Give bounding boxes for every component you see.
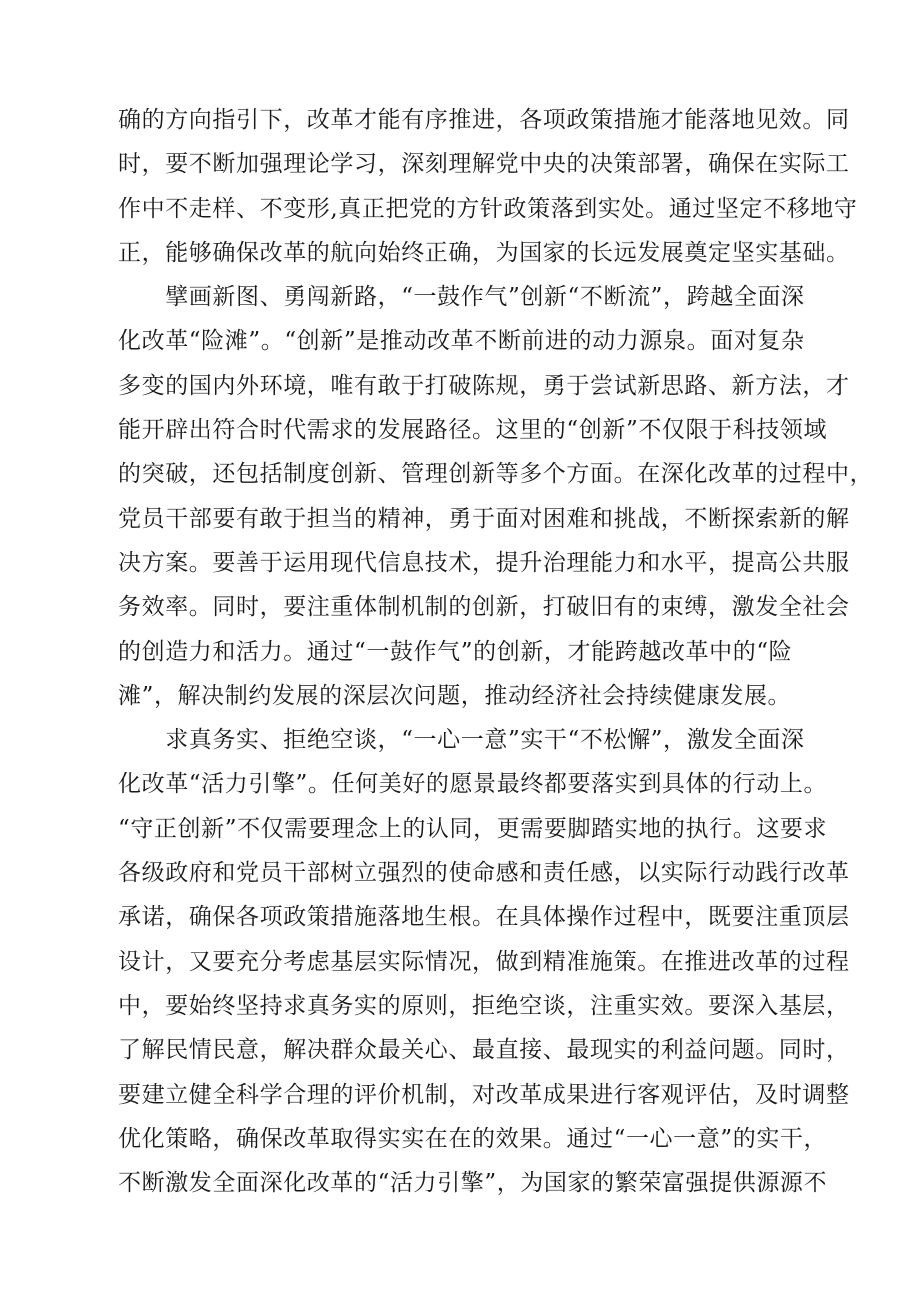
- text-line: 擘画新图、勇闯新路，“一鼓作气”创新“不断流”，跨越全面深: [118, 284, 805, 311]
- text-line: 中，要始终坚持求真务实的原则，拒绝空谈，注重实效。要深入基层，: [118, 992, 850, 1019]
- text-line: 的突破，还包括制度创新、管理创新等多个方面。在深化改革的过程中，: [118, 461, 874, 488]
- text-line: 时，要不断加强理论学习，深刻理解党中央的决策部署，确保在实际工: [118, 151, 850, 178]
- text-line: 了解民情民意，解决群众最关心、最直接、最现实的利益问题。同时，: [118, 1037, 850, 1064]
- text-line: 多变的国内外环境，唯有敢于打破陈规，勇于尝试新思路、新方法，才: [118, 372, 850, 399]
- text-line: 承诺，确保各项政策措施落地生根。在具体操作过程中，既要注重顶层: [118, 904, 850, 931]
- text-line: 确的方向指引下，改革才能有序推进，各项政策措施才能落地见效。同: [118, 107, 850, 133]
- text-line: 正，能够确保改革的航向始终正确，为国家的长远发展奠定坚实基础。: [118, 239, 850, 266]
- text-line: 决方案。要善于运用现代信息技术，提升治理能力和水平，提高公共服: [118, 549, 850, 576]
- text-line: 的创造力和活力。通过“一鼓作气”的创新，才能跨越改革中的“险: [118, 638, 793, 665]
- text-line: 化改革“险滩”。“创新”是推动改革不断前进的动力源泉。面对复杂: [118, 328, 805, 355]
- text-line: 优化策略，确保改革取得实实在在的效果。通过“一心一意”的实干，: [118, 1125, 828, 1152]
- body-text: [118, 98, 874, 1205]
- text-line: 不断激发全面深化改革的“活力引擎”，为国家的繁荣富强提供源源不: [118, 1170, 828, 1197]
- text-line: 各级政府和党员干部树立强烈的使命感和责任感，以实际行动践行改革: [118, 860, 850, 887]
- text-line: 能开辟出符合时代需求的发展路径。这里的“创新”不仅限于科技领域: [118, 417, 828, 444]
- text-line: “守正创新”不仅需要理念上的认同，更需要脚踏实地的执行。这要求: [118, 815, 828, 842]
- text-line: 务效率。同时，要注重体制机制的创新，打破旧有的束缚，激发全社会: [118, 594, 850, 621]
- text-line: 求真务实、拒绝空谈，“一心一意”实干“不松懈”，激发全面深: [118, 727, 805, 754]
- text-line: 党员干部要有敢于担当的精神，勇于面对困难和挑战，不断探索新的解: [118, 505, 850, 532]
- text-line: 化改革“活力引擎”。任何美好的愿景最终都要落实到具体的行动上。: [118, 771, 828, 798]
- text-line: 滩”，解决制约发展的深层次问题，推动经济社会持续健康发展。: [118, 682, 792, 709]
- text-line: 设计，又要充分考虑基层实际情况，做到精准施策。在推进改革的过程: [118, 948, 850, 975]
- text-line: 要建立健全科学合理的评价机制，对改革成果进行客观评估，及时调整: [118, 1081, 850, 1108]
- text-line: 作中不走样、不变形,真正把党的方针政策落到实处。通过坚定不移地守: [118, 195, 858, 222]
